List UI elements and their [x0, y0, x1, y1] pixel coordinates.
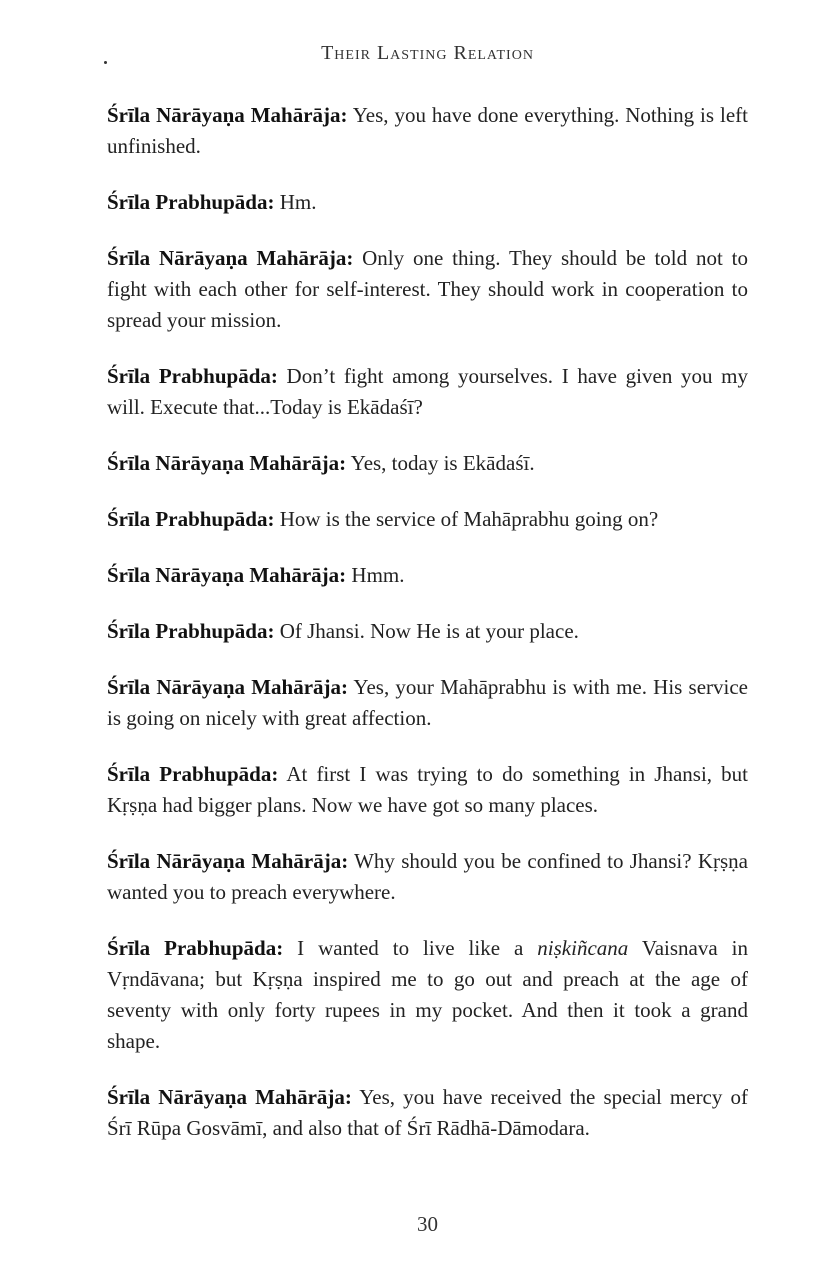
speaker-label: Śrīla Prabhupāda: [107, 619, 275, 643]
dialogue-paragraph [107, 616, 748, 647]
dialogue-paragraph [107, 448, 748, 479]
dialogue-paragraph [107, 759, 748, 821]
running-header: Their Lasting Relation [321, 42, 534, 64]
utterance-text: I wanted to live like a [283, 936, 538, 960]
speaker-label: Śrīla Nārāyaṇa Mahārāja: [107, 675, 349, 699]
speaker-label: Śrīla Prabhupāda: [107, 936, 284, 960]
dialogue-body [107, 100, 748, 1169]
dialogue-paragraph [107, 243, 748, 336]
utterance-text: Yes, you have done everything. Nothing is left unfinished. [107, 103, 748, 158]
utterance-text: Don’t fight among yourselves. I have given you my will. Execute that...Today is Ekādaśī? [107, 364, 748, 419]
dialogue-paragraph [107, 672, 748, 734]
speaker-label: Śrīla Nārāyaṇa Mahārāja: [107, 103, 348, 127]
page-number: 30 [417, 1212, 438, 1236]
dialogue-paragraph [107, 933, 748, 1057]
italic-term: niṣkiñcana [537, 936, 629, 960]
print-speck [104, 61, 107, 64]
utterance-text: How is the service of Mahāprabhu going on? [274, 507, 659, 531]
dialogue-paragraph [107, 846, 748, 908]
speaker-label: Śrīla Prabhupāda: [107, 190, 275, 214]
speaker-label: Śrīla Nārāyaṇa Mahārāja: [107, 563, 347, 587]
speaker-label: Śrīla Nārāyaṇa Mahārāja: [107, 451, 347, 475]
speaker-label: Śrīla Prabhupāda: [107, 364, 278, 388]
speaker-label: Śrīla Nārāyaṇa Mahārāja: [107, 849, 349, 873]
utterance-text: Yes, today is Ekādaśī. [346, 451, 535, 475]
utterance-text: Hm. [274, 190, 317, 214]
utterance-text: Yes, you have received the special mercy of Śrī Rūpa Gosvāmī, and also that of Śrī Rādhā-Dāmodara. [107, 1085, 748, 1140]
dialogue-paragraph [107, 187, 748, 218]
utterance-text: Yes, your Mahāprabhu is with me. His service is going on nicely with great affection. [107, 675, 748, 730]
utterance-text: Hmm. [346, 563, 405, 587]
dialogue-paragraph [107, 100, 748, 162]
dialogue-paragraph [107, 504, 748, 535]
speaker-label: Śrīla Nārāyaṇa Mahārāja: [107, 1085, 352, 1109]
dialogue-paragraph [107, 361, 748, 423]
dialogue-paragraph [107, 1082, 748, 1144]
utterance-text: Only one thing. They should be told not to fight with each other for self-interest. They should work in cooperation to spread your mission. [107, 246, 748, 332]
utterance-text: At first I was trying to do something in Jhansi, but Kṛṣṇa had bigger plans. Now we have got so many places. [107, 762, 748, 817]
speaker-label: Śrīla Prabhupāda: [107, 762, 279, 786]
dialogue-paragraph [107, 560, 748, 591]
utterance-text: Vaisnava in Vṛndāvana; but Kṛṣṇa inspired me to go out and preach at the age of seventy with only forty rupees in my pocket. And then it took a grand shape. [107, 936, 748, 1053]
utterance-text: Of Jhansi. Now He is at your place. [274, 619, 579, 643]
utterance-text: Why should you be confined to Jhansi? Kṛṣṇa wanted you to preach everywhere. [107, 849, 748, 904]
speaker-label: Śrīla Nārāyaṇa Mahārāja: [107, 246, 354, 270]
speaker-label: Śrīla Prabhupāda: [107, 507, 275, 531]
